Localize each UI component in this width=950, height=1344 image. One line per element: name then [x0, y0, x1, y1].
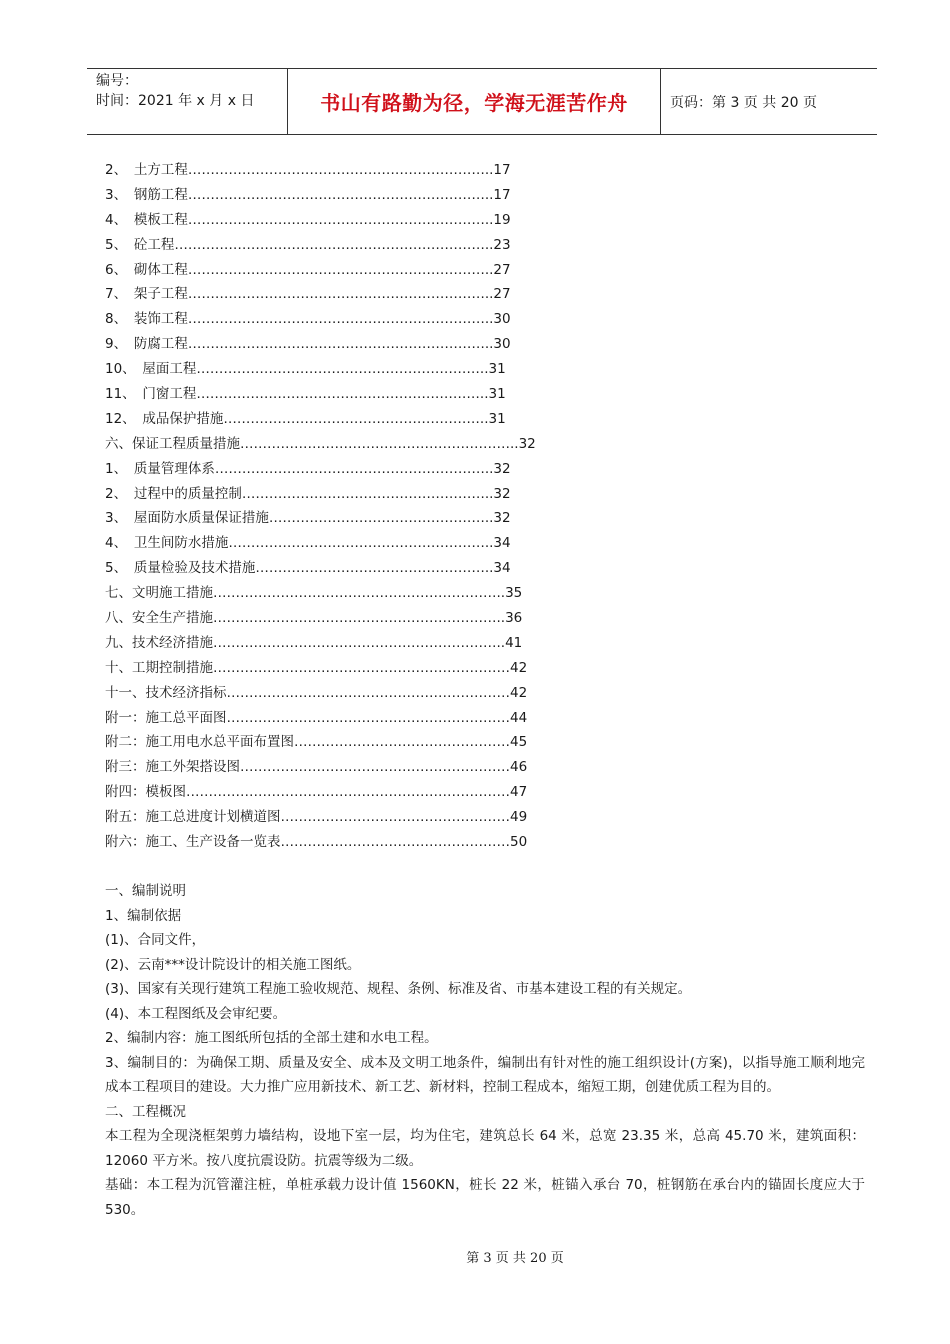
paragraph: 2、编制内容：施工图纸所包括的全部土建和水电工程。	[105, 1030, 438, 1046]
toc-entry[interactable]: 十一、技术经济指标………………………………………………………42	[105, 684, 528, 701]
page-footer: 第 3 页 共 20 页	[466, 1251, 564, 1266]
toc-entry[interactable]: 附三：施工外架搭设图……………………………………………………46	[105, 759, 528, 776]
toc-entry[interactable]: 10、 屋面工程………………………………………………………..31	[105, 361, 506, 378]
toc-entry[interactable]: 十、工期控制措施…………………………………………………………42	[105, 659, 528, 676]
toc-entry[interactable]: 七、文明施工措施………………………………………………………..35	[105, 585, 523, 602]
page-header	[87, 68, 877, 135]
toc-entry[interactable]: 2、 土方工程…………………………………………………………..17	[105, 162, 511, 178]
toc-entry[interactable]: 3、 屋面防水质量保证措施…………………………………………..32	[105, 510, 511, 527]
toc-entry[interactable]: 6、 砌体工程…………………………………………………………..27	[105, 261, 511, 278]
toc-entry[interactable]: 12、 成品保护措施…………………………………………………..31	[105, 410, 506, 427]
paragraph: 本工程为全现浇框架剪力墙结构，设地下室一层，均为住宅，建筑总长 64 米，总宽 23.35 米，总高 45.70 米，建筑面积：12060 平方米。按八度抗震设防。抗震等级为二级。	[105, 1128, 865, 1169]
toc-entry[interactable]: 1、 质量管理体系……………………………………………………..32	[105, 460, 511, 477]
toc-entry[interactable]: 八、安全生产措施………………………………………………………..36	[105, 610, 523, 627]
toc-entry[interactable]: 附四：模板图………………………………………………………………47	[105, 784, 528, 801]
toc-entry[interactable]: 九、技术经济措施………………………………………………………..41	[105, 634, 523, 651]
section-heading: 一、编制说明	[105, 883, 186, 899]
toc-entry[interactable]: 4、 卫生间防水措施…………………………………………………..34	[105, 535, 511, 552]
table-of-contents	[105, 158, 625, 855]
toc-entry[interactable]: 附五：施工总进度计划横道图……………………………………………49	[105, 809, 528, 826]
toc-entry[interactable]: 5、 砼工程……………………………………………………………..23	[105, 236, 511, 253]
header-meta	[87, 69, 288, 134]
header-motto: 书山有路勤为径，学海无涯苦作舟	[288, 69, 661, 134]
toc-entry[interactable]: 9、 防腐工程…………………………………………………………..30	[105, 336, 511, 353]
toc-entry[interactable]: 8、 装饰工程…………………………………………………………..30	[105, 311, 511, 328]
basis-item: (4)、本工程图纸及会审纪要。	[105, 1005, 287, 1022]
toc-entry[interactable]: 附一：施工总平面图………………………………………………………44	[105, 709, 528, 726]
toc-entry[interactable]: 3、 钢筋工程…………………………………………………………..17	[105, 186, 511, 203]
toc-entry[interactable]: 2、 过程中的质量控制………………………………………………..32	[105, 485, 511, 502]
header-page-number: 页码：第 3 页 共 20 页	[670, 94, 817, 111]
subsection-heading: 1、编制依据	[105, 907, 182, 924]
paragraph: 3、编制目的：为确保工期、质量及安全、成本及文明工地条件，编制出有针对性的施工组织设计(方案)，以指导施工顺利地完成本工程项目的建设。大力推广应用新技术、新工艺、新材料，控制工程成本，缩短工期，创建优质工程为目的。	[105, 1054, 865, 1095]
paragraph: 基础：本工程为沉管灌注桩，单桩承载力设计值 1560KN，桩长 22 米，桩锚入承台 70，桩钢筋在承台内的锚固长度应大于 530。	[105, 1177, 865, 1218]
toc-entry[interactable]: 5、 质量检验及技术措施……………………………………………..34	[105, 560, 511, 577]
toc-entry[interactable]: 4、 模板工程…………………………………………………………..19	[105, 211, 511, 228]
basis-item: (3)、国家有关现行建筑工程施工验收规范、规程、条例、标准及省、市基本建设工程的有关规定。	[105, 981, 692, 997]
toc-entry[interactable]: 7、 架子工程…………………………………………………………..27	[105, 286, 511, 303]
doc-number: 编号：	[96, 73, 138, 89]
toc-entry[interactable]: 11、 门窗工程………………………………………………………..31	[105, 386, 506, 403]
toc-entry[interactable]: 附六：施工、生产设备一览表……………………………………………50	[105, 834, 528, 851]
toc-entry[interactable]: 附二：施工用电水总平面布置图…………………………………………45	[105, 734, 528, 751]
toc-entry[interactable]: 六、保证工程质量措施……………………………………………………..32	[105, 435, 536, 452]
document-body	[105, 879, 865, 1222]
basis-item: (2)、云南***设计院设计的相关施工图纸。	[105, 956, 361, 973]
doc-time: 时间：2021 年 x 月 x 日	[96, 93, 255, 109]
basis-item: (1)、合同文件，	[105, 932, 206, 948]
section-heading: 二、工程概况	[105, 1103, 186, 1120]
